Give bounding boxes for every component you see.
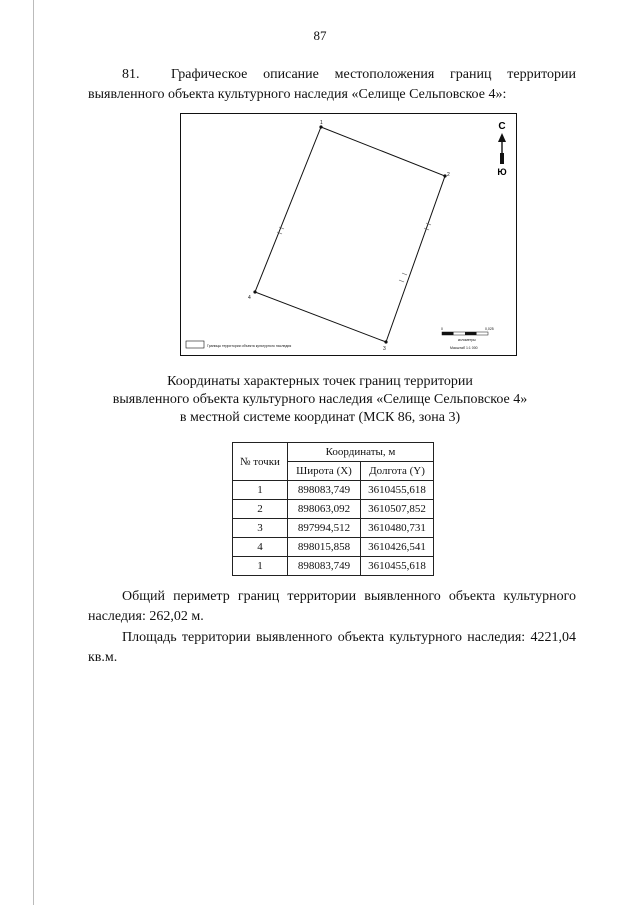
row-y: 3610480,731: [361, 519, 434, 538]
header-point: № точки: [233, 443, 288, 481]
scale-end: 0,025: [485, 327, 494, 331]
point-3-label: 3: [383, 346, 386, 352]
area-text: Площадь территории выявленного объекта культурного наследия: 4221,04 кв.м.: [88, 630, 576, 665]
header-lon: Долгота (Y): [361, 462, 434, 481]
header-lat: Широта (X): [288, 462, 361, 481]
header-coords: Координаты, м: [288, 443, 434, 462]
scale-unit: километры: [458, 338, 476, 342]
row-point: 1: [233, 481, 288, 500]
table-row: [233, 481, 434, 500]
point-1-label: 1: [320, 120, 323, 126]
row-point: 4: [233, 538, 288, 557]
row-x: 898083,749: [288, 557, 361, 576]
legend-swatch: [186, 341, 204, 348]
scale-ratio: Масштаб 1:1 000: [450, 346, 478, 350]
row-x: 898063,092: [288, 500, 361, 519]
section-number: 81.: [122, 67, 140, 82]
point-2-label: 2: [447, 172, 450, 178]
caption-line-2: выявленного объекта культурного наследия «Селище Сельповское 4»: [112, 392, 528, 407]
point-3-marker: [384, 340, 387, 343]
table-row: [233, 500, 434, 519]
row-y: 3610455,618: [361, 557, 434, 576]
row-point: 1: [233, 557, 288, 576]
row-x: 897994,512: [288, 519, 361, 538]
south-label: Ю: [497, 167, 507, 177]
north-label: С: [498, 121, 506, 132]
margin-line: [33, 0, 34, 905]
row-point: 2: [233, 500, 288, 519]
row-y: 3610455,618: [361, 481, 434, 500]
point-4-label: 4: [248, 295, 251, 301]
scale-start: 0: [441, 327, 443, 331]
page-number: 87: [313, 28, 327, 43]
point-4-marker: [253, 290, 256, 293]
row-x: 898083,749: [288, 481, 361, 500]
table-row: [233, 557, 434, 576]
section-heading: [88, 65, 576, 105]
legend-text: Границы территории объекта культурного наследия: [207, 344, 292, 348]
row-y: 3610507,852: [361, 500, 434, 519]
coordinates-table: [232, 442, 434, 576]
perimeter-text: Общий периметр границ территории выявленного объекта культурного наследия: 262,02 м.: [88, 589, 576, 624]
table-row: [233, 519, 434, 538]
table-caption: [0, 373, 640, 427]
row-y: 3610426,541: [361, 538, 434, 557]
row-x: 898015,858: [288, 538, 361, 557]
table-row: [233, 538, 434, 557]
row-point: 3: [233, 519, 288, 538]
section-title: Графическое описание местоположения границ территории выявленного объекта культурного наследия «Селище Сельповское 4»:: [88, 67, 576, 102]
boundary-map: [180, 113, 517, 356]
caption-line-3: в местной системе координат (МСК 86, зона 3): [179, 410, 461, 425]
caption-line-1: Координаты характерных точек границ территории: [167, 374, 473, 389]
